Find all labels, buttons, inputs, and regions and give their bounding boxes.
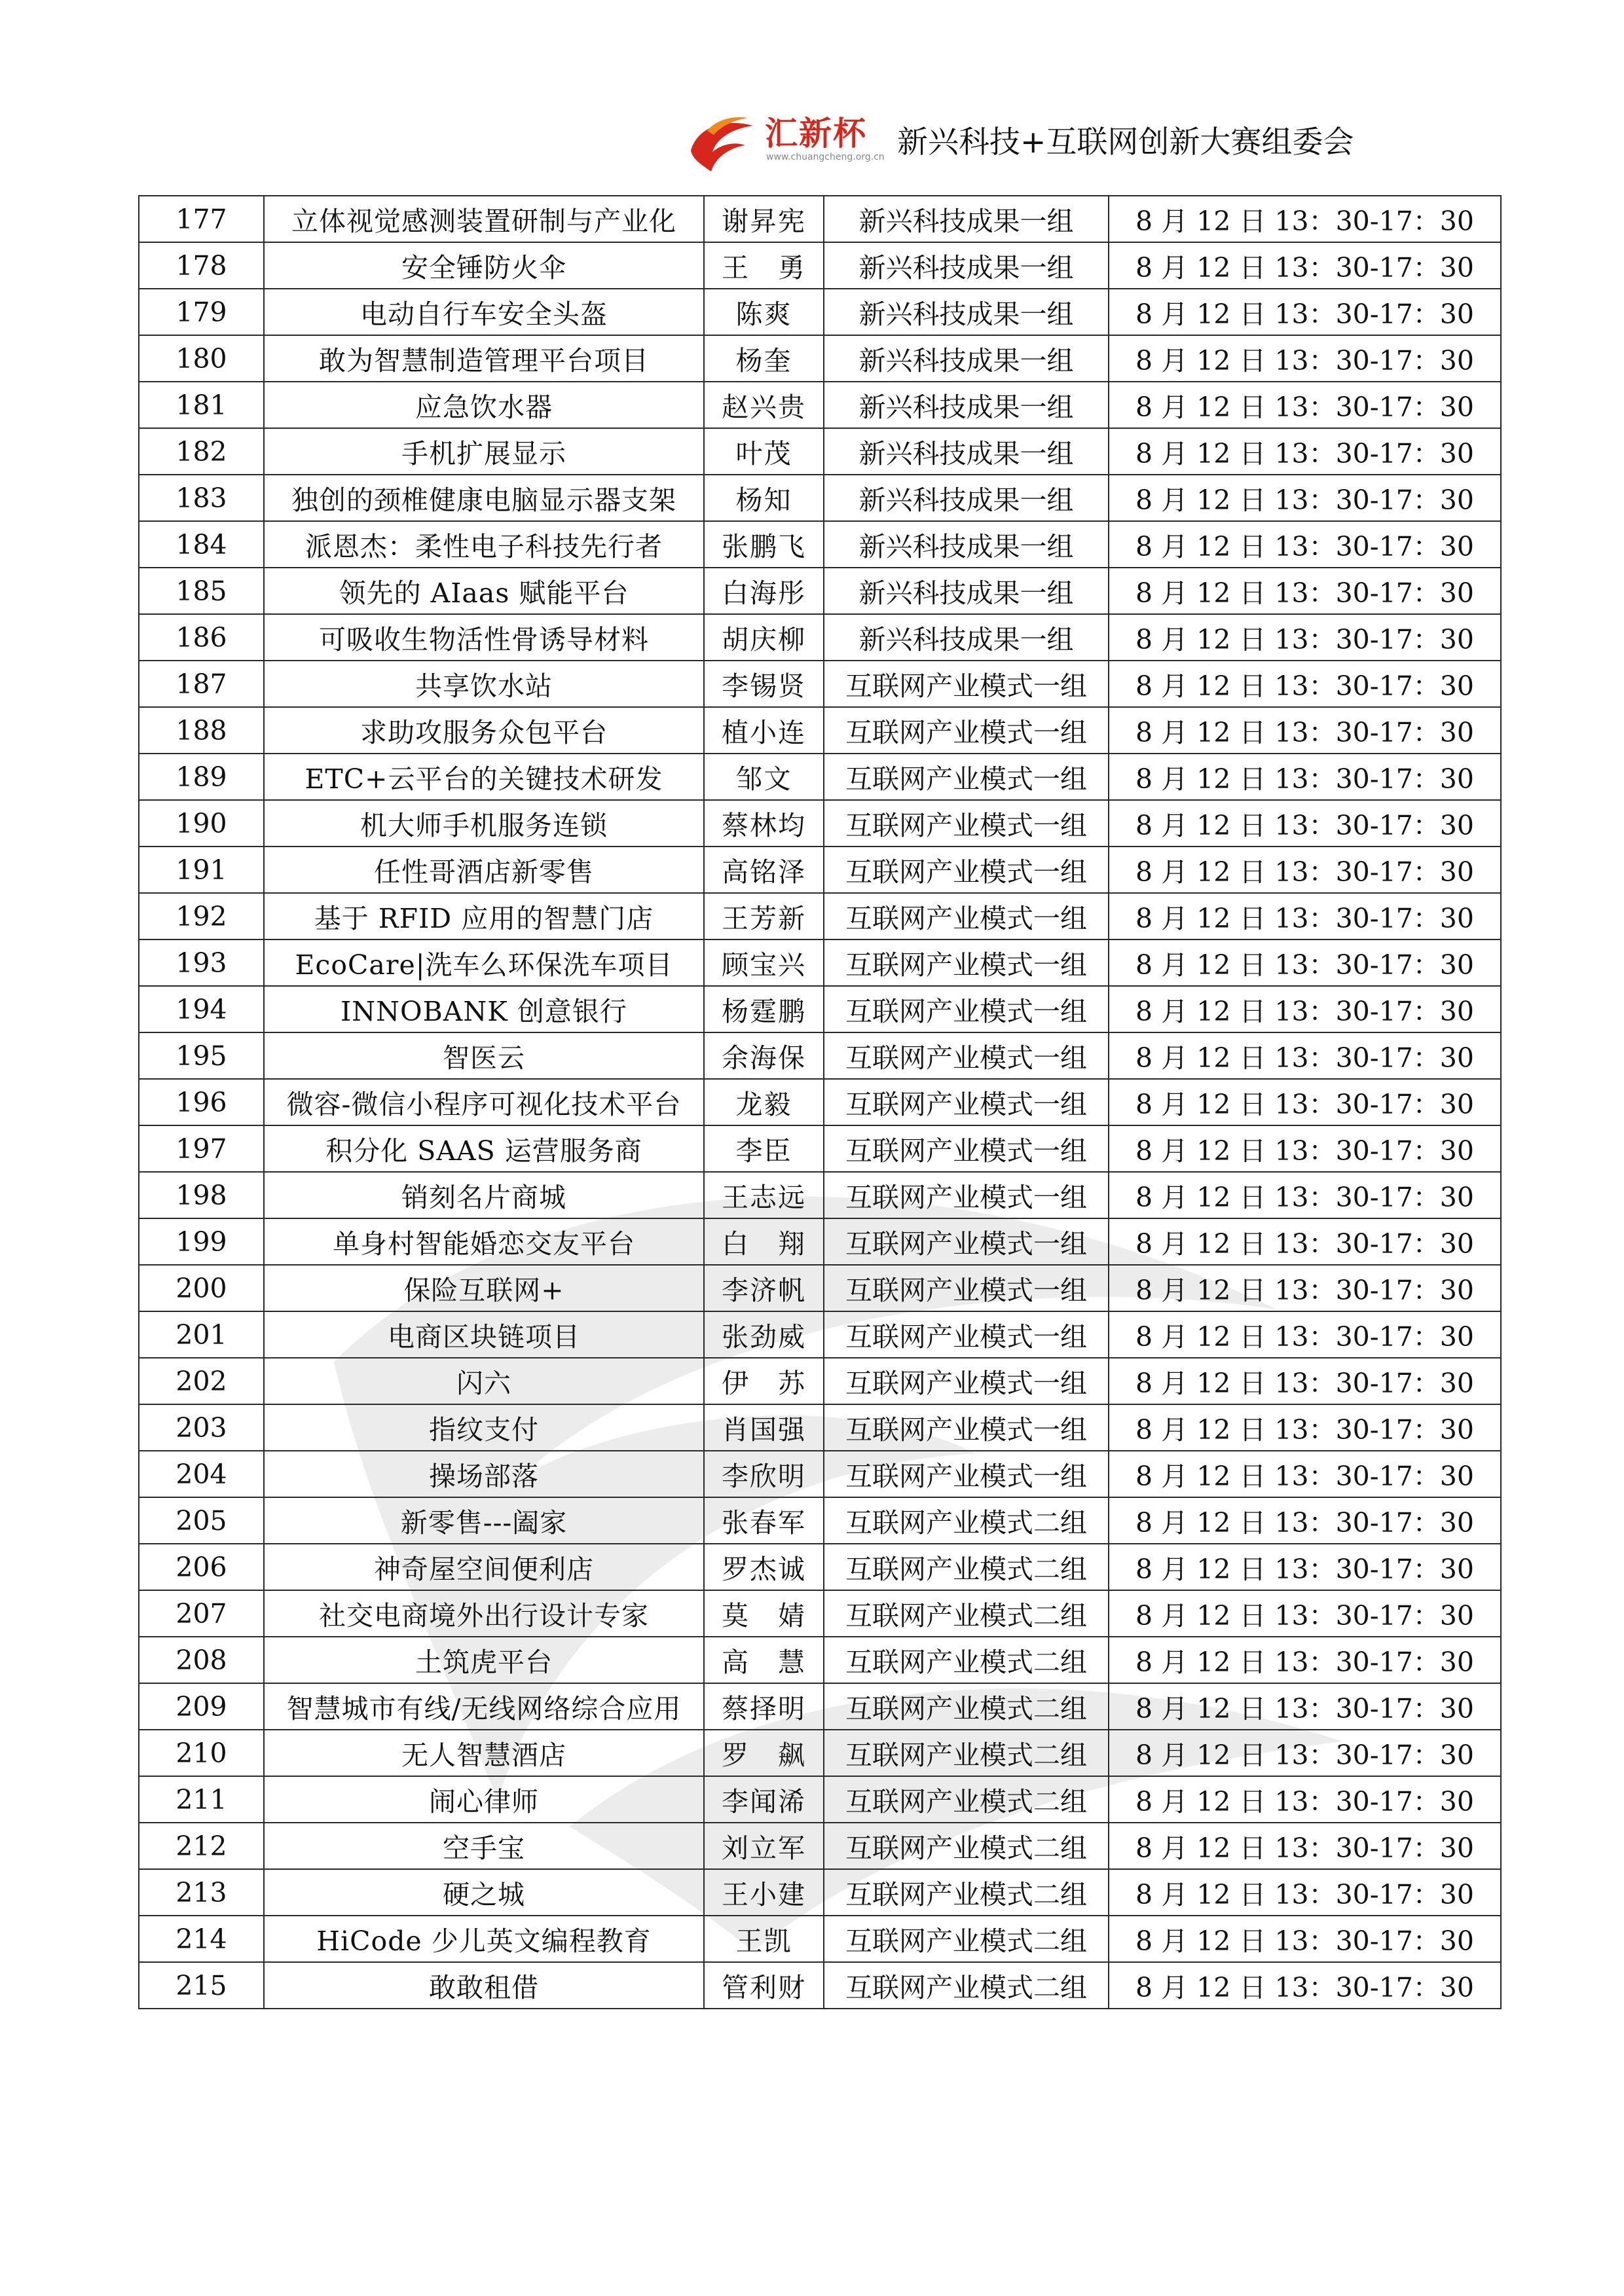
cell-number: 208 [139, 1637, 264, 1683]
cell-leader: 张劲威 [704, 1311, 824, 1358]
table-row [139, 1683, 1501, 1730]
cell-leader: 邹文 [704, 754, 824, 800]
cell-group: 新兴科技成果一组 [824, 196, 1109, 242]
cell-number: 185 [139, 568, 264, 614]
cell-group: 互联网产业模式二组 [824, 1683, 1109, 1730]
cell-time: 8 月 12 日 13：30-17：30 [1109, 568, 1501, 614]
cell-number: 197 [139, 1125, 264, 1172]
cell-time: 8 月 12 日 13：30-17：30 [1109, 1590, 1501, 1637]
cell-group: 互联网产业模式二组 [824, 1823, 1109, 1869]
cell-group: 互联网产业模式一组 [824, 939, 1109, 986]
table-row [139, 1730, 1501, 1776]
cell-number: 179 [139, 289, 264, 335]
cell-time: 8 月 12 日 13：30-17：30 [1109, 1497, 1501, 1544]
cell-time: 8 月 12 日 13：30-17：30 [1109, 1404, 1501, 1451]
cell-number: 195 [139, 1032, 264, 1079]
cell-group: 互联网产业模式一组 [824, 1311, 1109, 1358]
cell-number: 212 [139, 1823, 264, 1869]
cell-group: 互联网产业模式一组 [824, 1125, 1109, 1172]
cell-number: 204 [139, 1451, 264, 1497]
cell-leader: 李欣明 [704, 1451, 824, 1497]
table-row [139, 1265, 1501, 1311]
table-row [139, 1451, 1501, 1497]
cell-group: 新兴科技成果一组 [824, 242, 1109, 289]
cell-project: 基于 RFID 应用的智慧门店 [264, 893, 704, 939]
table-row [139, 847, 1501, 893]
cell-leader: 张春军 [704, 1497, 824, 1544]
cell-group: 新兴科技成果一组 [824, 289, 1109, 335]
table-row [139, 939, 1501, 986]
cell-group: 互联网产业模式二组 [824, 1590, 1109, 1637]
cell-project: 敢敢租借 [264, 1962, 704, 2009]
table-row [139, 986, 1501, 1032]
cell-number: 189 [139, 754, 264, 800]
cell-group: 互联网产业模式一组 [824, 1218, 1109, 1265]
cell-leader: 王小建 [704, 1869, 824, 1916]
cell-time: 8 月 12 日 13：30-17：30 [1109, 1172, 1501, 1218]
cell-group: 互联网产业模式一组 [824, 1265, 1109, 1311]
cell-leader: 杨霆鹏 [704, 986, 824, 1032]
cell-time: 8 月 12 日 13：30-17：30 [1109, 661, 1501, 707]
cell-project: 新零售---阖家 [264, 1497, 704, 1544]
cell-time: 8 月 12 日 13：30-17：30 [1109, 1311, 1501, 1358]
cell-project: 任性哥酒店新零售 [264, 847, 704, 893]
cell-project: 可吸收生物活性骨诱导材料 [264, 614, 704, 661]
cell-time: 8 月 12 日 13：30-17：30 [1109, 1916, 1501, 1962]
cell-project: 安全锤防火伞 [264, 242, 704, 289]
cell-group: 互联网产业模式一组 [824, 847, 1109, 893]
cell-time: 8 月 12 日 13：30-17：30 [1109, 1125, 1501, 1172]
cell-time: 8 月 12 日 13：30-17：30 [1109, 1218, 1501, 1265]
cell-number: 198 [139, 1172, 264, 1218]
cell-project: 神奇屋空间便利店 [264, 1544, 704, 1590]
cell-leader: 张鹏飞 [704, 521, 824, 568]
cell-group: 互联网产业模式一组 [824, 1032, 1109, 1079]
cell-time: 8 月 12 日 13：30-17：30 [1109, 196, 1501, 242]
cell-number: 193 [139, 939, 264, 986]
cell-group: 互联网产业模式一组 [824, 986, 1109, 1032]
cell-time: 8 月 12 日 13：30-17：30 [1109, 1265, 1501, 1311]
table-row [139, 1776, 1501, 1823]
cell-time: 8 月 12 日 13：30-17：30 [1109, 1962, 1501, 2009]
cell-time: 8 月 12 日 13：30-17：30 [1109, 1079, 1501, 1125]
cell-project: 电动自行车安全头盔 [264, 289, 704, 335]
cell-number: 188 [139, 707, 264, 754]
table-row [139, 893, 1501, 939]
cell-leader: 蔡择明 [704, 1683, 824, 1730]
cell-number: 213 [139, 1869, 264, 1916]
cell-leader: 罗杰诚 [704, 1544, 824, 1590]
cell-leader: 王芳新 [704, 893, 824, 939]
table-row [139, 1962, 1501, 2009]
cell-number: 192 [139, 893, 264, 939]
cell-number: 202 [139, 1358, 264, 1404]
cell-group: 互联网产业模式一组 [824, 893, 1109, 939]
cell-project: 硬之城 [264, 1869, 704, 1916]
cell-time: 8 月 12 日 13：30-17：30 [1109, 1823, 1501, 1869]
table-row [139, 289, 1501, 335]
cell-project: 智慧城市有线/无线网络综合应用 [264, 1683, 704, 1730]
cell-number: 181 [139, 382, 264, 428]
cell-leader: 高铭泽 [704, 847, 824, 893]
cell-group: 互联网产业模式二组 [824, 1730, 1109, 1776]
table-row [139, 1590, 1501, 1637]
table-row [139, 335, 1501, 382]
cell-number: 215 [139, 1962, 264, 2009]
table-row [139, 382, 1501, 428]
cell-project: 立体视觉感测装置研制与产业化 [264, 196, 704, 242]
table-row [139, 1544, 1501, 1590]
cell-leader: 陈爽 [704, 289, 824, 335]
cell-number: 177 [139, 196, 264, 242]
table-row [139, 1358, 1501, 1404]
cell-group: 新兴科技成果一组 [824, 335, 1109, 382]
table-row [139, 1869, 1501, 1916]
table-row [139, 1032, 1501, 1079]
cell-number: 196 [139, 1079, 264, 1125]
table-row [139, 428, 1501, 475]
cell-project: 闪六 [264, 1358, 704, 1404]
cell-time: 8 月 12 日 13：30-17：30 [1109, 382, 1501, 428]
cell-number: 203 [139, 1404, 264, 1451]
cell-time: 8 月 12 日 13：30-17：30 [1109, 754, 1501, 800]
logo-url-text: www.chuangcheng.org.cn [766, 152, 885, 162]
cell-number: 210 [139, 1730, 264, 1776]
cell-group: 新兴科技成果一组 [824, 568, 1109, 614]
cell-project: 电商区块链项目 [264, 1311, 704, 1358]
cell-leader: 管利财 [704, 1962, 824, 2009]
cell-leader: 李济帆 [704, 1265, 824, 1311]
cell-leader: 高 慧 [704, 1637, 824, 1683]
cell-project: 闹心律师 [264, 1776, 704, 1823]
cell-group: 互联网产业模式二组 [824, 1962, 1109, 2009]
table-row [139, 1311, 1501, 1358]
organizer-title: 新兴科技+互联网创新大赛组委会 [897, 124, 1354, 160]
cell-time: 8 月 12 日 13：30-17：30 [1109, 521, 1501, 568]
table-row [139, 1637, 1501, 1683]
cell-project: 领先的 AIaas 赋能平台 [264, 568, 704, 614]
cell-time: 8 月 12 日 13：30-17：30 [1109, 1637, 1501, 1683]
cell-project: 积分化 SAAS 运营服务商 [264, 1125, 704, 1172]
cell-leader: 胡庆柳 [704, 614, 824, 661]
cell-number: 191 [139, 847, 264, 893]
cell-leader: 白 翔 [704, 1218, 824, 1265]
cell-time: 8 月 12 日 13：30-17：30 [1109, 800, 1501, 847]
cell-group: 互联网产业模式二组 [824, 1776, 1109, 1823]
cell-project: 单身村智能婚恋交友平台 [264, 1218, 704, 1265]
table-row [139, 475, 1501, 521]
cell-group: 互联网产业模式二组 [824, 1497, 1109, 1544]
cell-leader: 王 勇 [704, 242, 824, 289]
table-row [139, 521, 1501, 568]
cell-time: 8 月 12 日 13：30-17：30 [1109, 1544, 1501, 1590]
cell-time: 8 月 12 日 13：30-17：30 [1109, 289, 1501, 335]
cell-group: 新兴科技成果一组 [824, 475, 1109, 521]
cell-time: 8 月 12 日 13：30-17：30 [1109, 1358, 1501, 1404]
cell-number: 199 [139, 1218, 264, 1265]
cell-leader: 杨知 [704, 475, 824, 521]
cell-leader: 余海保 [704, 1032, 824, 1079]
cell-leader: 伊 苏 [704, 1358, 824, 1404]
cell-group: 新兴科技成果一组 [824, 614, 1109, 661]
cell-group: 互联网产业模式二组 [824, 1869, 1109, 1916]
table-row [139, 1823, 1501, 1869]
cell-group: 互联网产业模式一组 [824, 661, 1109, 707]
cell-group: 互联网产业模式一组 [824, 1172, 1109, 1218]
cell-project: 保险互联网+ [264, 1265, 704, 1311]
cell-project: 空手宝 [264, 1823, 704, 1869]
schedule-table [138, 195, 1502, 2009]
cell-project: INNOBANK 创意银行 [264, 986, 704, 1032]
cell-number: 201 [139, 1311, 264, 1358]
cell-project: 微容-微信小程序可视化技术平台 [264, 1079, 704, 1125]
table-row [139, 1172, 1501, 1218]
table-row [139, 614, 1501, 661]
cell-time: 8 月 12 日 13：30-17：30 [1109, 335, 1501, 382]
cell-project: 机大师手机服务连锁 [264, 800, 704, 847]
cell-number: 207 [139, 1590, 264, 1637]
cell-leader: 罗 飙 [704, 1730, 824, 1776]
cell-time: 8 月 12 日 13：30-17：30 [1109, 614, 1501, 661]
cell-project: 应急饮水器 [264, 382, 704, 428]
cell-group: 互联网产业模式一组 [824, 1358, 1109, 1404]
cell-project: 共享饮水站 [264, 661, 704, 707]
cell-group: 互联网产业模式二组 [824, 1916, 1109, 1962]
table-row [139, 754, 1501, 800]
cell-leader: 赵兴贵 [704, 382, 824, 428]
cell-time: 8 月 12 日 13：30-17：30 [1109, 847, 1501, 893]
cell-group: 新兴科技成果一组 [824, 521, 1109, 568]
cell-group: 互联网产业模式一组 [824, 800, 1109, 847]
cell-number: 190 [139, 800, 264, 847]
cell-time: 8 月 12 日 13：30-17：30 [1109, 1776, 1501, 1823]
cell-time: 8 月 12 日 13：30-17：30 [1109, 1683, 1501, 1730]
cell-leader: 谢昇宪 [704, 196, 824, 242]
table-row [139, 661, 1501, 707]
cell-number: 180 [139, 335, 264, 382]
cell-group: 新兴科技成果一组 [824, 382, 1109, 428]
cell-number: 183 [139, 475, 264, 521]
cell-time: 8 月 12 日 13：30-17：30 [1109, 475, 1501, 521]
cell-project: 销刻名片商城 [264, 1172, 704, 1218]
table-row [139, 707, 1501, 754]
cell-group: 互联网产业模式一组 [824, 1451, 1109, 1497]
cell-leader: 龙毅 [704, 1079, 824, 1125]
cell-number: 214 [139, 1916, 264, 1962]
cell-project: EcoCare|洗车么环保洗车项目 [264, 939, 704, 986]
cell-number: 194 [139, 986, 264, 1032]
cell-number: 209 [139, 1683, 264, 1730]
cell-leader: 李锡贤 [704, 661, 824, 707]
cell-leader: 植小连 [704, 707, 824, 754]
cell-number: 182 [139, 428, 264, 475]
cell-group: 互联网产业模式一组 [824, 754, 1109, 800]
cell-project: 求助攻服务众包平台 [264, 707, 704, 754]
table-row [139, 800, 1501, 847]
cell-number: 200 [139, 1265, 264, 1311]
cell-project: 手机扩展显示 [264, 428, 704, 475]
cell-leader: 李臣 [704, 1125, 824, 1172]
cell-number: 186 [139, 614, 264, 661]
table-row [139, 1125, 1501, 1172]
cell-time: 8 月 12 日 13：30-17：30 [1109, 242, 1501, 289]
cell-time: 8 月 12 日 13：30-17：30 [1109, 939, 1501, 986]
cell-leader: 李闻浠 [704, 1776, 824, 1823]
table-row [139, 1404, 1501, 1451]
cell-project: 派恩杰：柔性电子科技先行者 [264, 521, 704, 568]
schedule-table-body [139, 196, 1501, 2009]
cell-leader: 莫 婧 [704, 1590, 824, 1637]
cell-time: 8 月 12 日 13：30-17：30 [1109, 1451, 1501, 1497]
logo-wordmark: 汇新杯 [765, 115, 867, 153]
cell-project: 社交电商境外出行设计专家 [264, 1590, 704, 1637]
cell-leader: 肖国强 [704, 1404, 824, 1451]
cell-number: 187 [139, 661, 264, 707]
cell-project: 独创的颈椎健康电脑显示器支架 [264, 475, 704, 521]
cell-group: 新兴科技成果一组 [824, 428, 1109, 475]
cell-number: 205 [139, 1497, 264, 1544]
cell-project: 指纹支付 [264, 1404, 704, 1451]
cell-time: 8 月 12 日 13：30-17：30 [1109, 986, 1501, 1032]
cell-number: 211 [139, 1776, 264, 1823]
cell-leader: 白海彤 [704, 568, 824, 614]
cell-leader: 刘立军 [704, 1823, 824, 1869]
cell-time: 8 月 12 日 13：30-17：30 [1109, 1869, 1501, 1916]
table-row [139, 568, 1501, 614]
cell-project: HiCode 少儿英文编程教育 [264, 1916, 704, 1962]
cell-number: 206 [139, 1544, 264, 1590]
cell-group: 互联网产业模式一组 [824, 1404, 1109, 1451]
cell-project: 操场部落 [264, 1451, 704, 1497]
cell-leader: 王志远 [704, 1172, 824, 1218]
cell-time: 8 月 12 日 13：30-17：30 [1109, 1032, 1501, 1079]
page-header [688, 105, 1460, 183]
table-row [139, 1497, 1501, 1544]
cell-time: 8 月 12 日 13：30-17：30 [1109, 428, 1501, 475]
cell-project: 无人智慧酒店 [264, 1730, 704, 1776]
cell-time: 8 月 12 日 13：30-17：30 [1109, 893, 1501, 939]
cell-group: 互联网产业模式二组 [824, 1637, 1109, 1683]
flame-logo-icon [688, 111, 760, 173]
cell-leader: 顾宝兴 [704, 939, 824, 986]
cell-project: 土筑虎平台 [264, 1637, 704, 1683]
cell-project: 智医云 [264, 1032, 704, 1079]
cell-time: 8 月 12 日 13：30-17：30 [1109, 1730, 1501, 1776]
table-row [139, 1079, 1501, 1125]
cell-project: 敢为智慧制造管理平台项目 [264, 335, 704, 382]
cell-number: 184 [139, 521, 264, 568]
cell-group: 互联网产业模式一组 [824, 707, 1109, 754]
cell-group: 互联网产业模式二组 [824, 1544, 1109, 1590]
cell-leader: 蔡林均 [704, 800, 824, 847]
cell-leader: 杨奎 [704, 335, 824, 382]
cell-number: 178 [139, 242, 264, 289]
table-row [139, 1916, 1501, 1962]
cell-time: 8 月 12 日 13：30-17：30 [1109, 707, 1501, 754]
cell-leader: 王凯 [704, 1916, 824, 1962]
table-row [139, 242, 1501, 289]
table-row [139, 196, 1501, 242]
cell-leader: 叶茂 [704, 428, 824, 475]
table-row [139, 1218, 1501, 1265]
cell-project: ETC+云平台的关键技术研发 [264, 754, 704, 800]
cell-group: 互联网产业模式一组 [824, 1079, 1109, 1125]
